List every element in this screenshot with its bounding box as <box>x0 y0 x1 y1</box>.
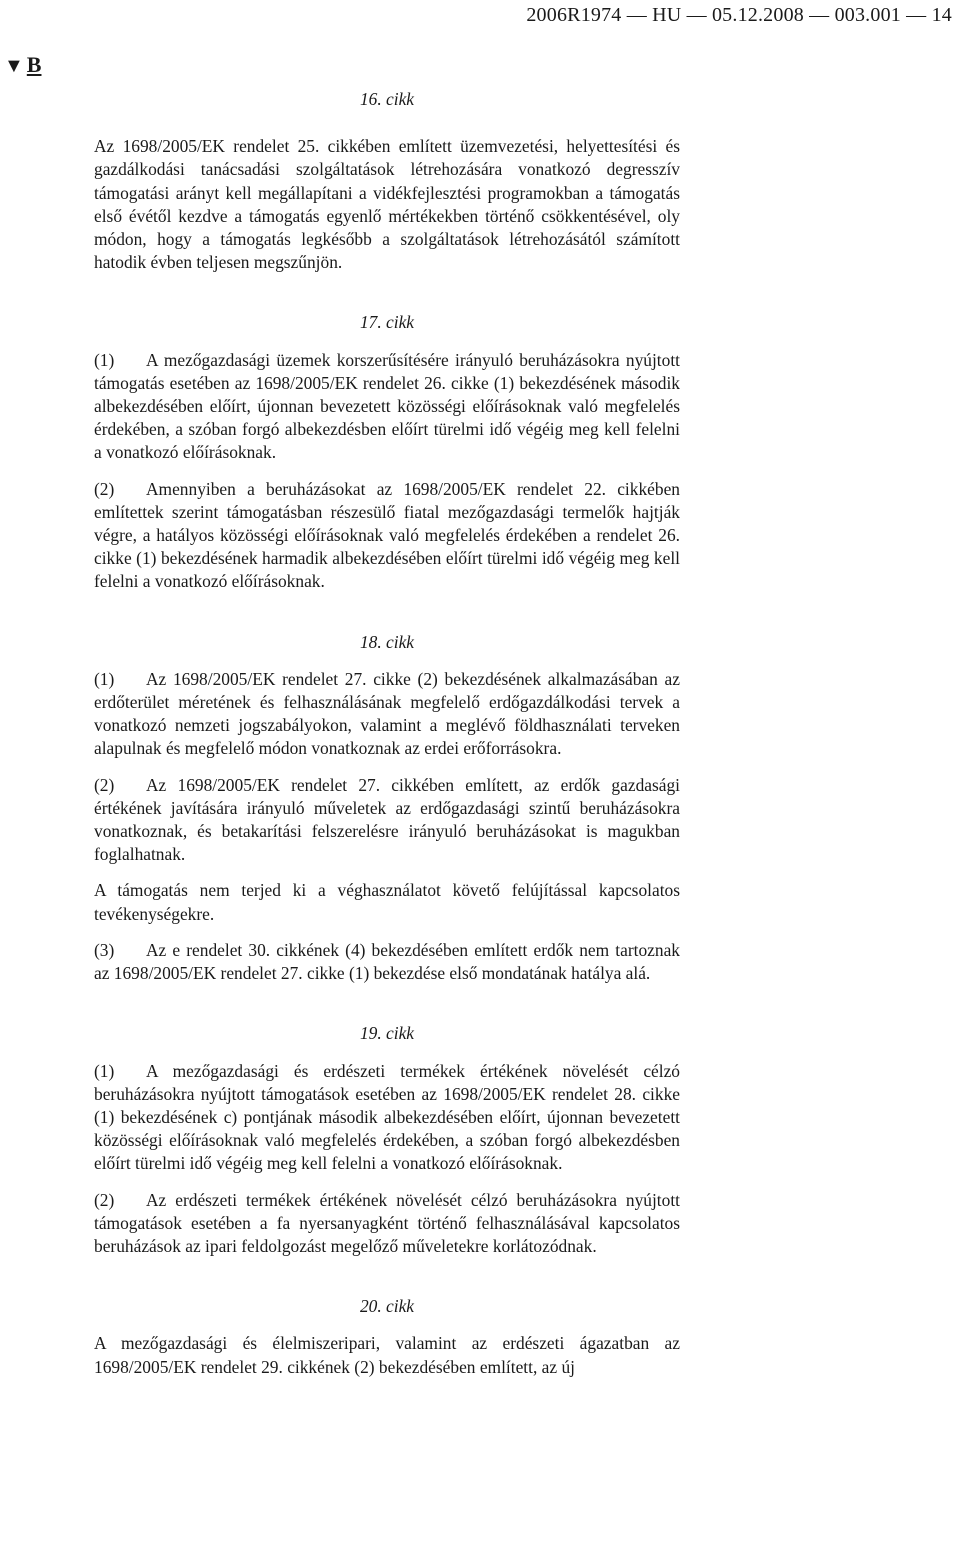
article-16 <box>94 88 680 274</box>
article-title: 19. cikk <box>359 1023 415 1044</box>
article-paragraph <box>94 668 680 761</box>
article-paragraph: A támogatás nem terjed ki a véghasználatot követő felújítással kapcsolatos tevékenységekre. <box>94 880 680 924</box>
article-paragraph <box>94 939 680 985</box>
triangle-down-icon: ▼ <box>4 55 24 77</box>
article-paragraph <box>94 478 680 594</box>
paragraph-number: (2) <box>94 478 115 499</box>
paragraph-number: (2) <box>94 1189 115 1210</box>
article-title: 20. cikk <box>359 1296 415 1317</box>
amendment-marker-label: B <box>26 52 42 77</box>
paragraph-number: (2) <box>94 774 115 795</box>
paragraph-text: A mezőgazdasági üzemek korszerűsítésére irányuló beruházásokra nyújtott támogatás esetében az 1698/2005/EK rendelet 26. cikke (1) bekezdésének második albekezdésében előírt, újonnan bevezetett közösségi előírásoknak való megfelelés érdekében, a szóban forgó albekezdésben előírt türelmi idő végéig meg kell felelni a vonatkozó előírásoknak. <box>94 349 680 463</box>
paragraph-text: A mezőgazdasági és erdészeti termékek értékének növelését célzó beruházásokra nyújtott támogatások esetében az 1698/2005/EK rendelet 28. cikke (1) bekezdésének c) pontjának második albekezdésében előírt, újonnan bevezetett közösségi előírásoknak való megfelelés érdekében, a szóban forgó albekezdésben előírt türelmi idő végéig meg kell felelni a vonatkozó előírásoknak. <box>94 1060 680 1174</box>
article-paragraph <box>94 1060 680 1176</box>
paragraph-number: (3) <box>94 939 115 960</box>
article-title: 16. cikk <box>359 89 415 109</box>
running-header: 2006R1974 — HU — 05.12.2008 — 003.001 — 14 <box>526 4 952 26</box>
paragraph-text: Az e rendelet 30. cikkének (4) bekezdésében említett erdők nem tartoznak az 1698/2005/EK rendelet 27. cikke (1) bekezdése első mondatának hatálya alá. <box>94 939 680 984</box>
article-17 <box>94 311 680 593</box>
paragraph-number: (1) <box>94 1060 115 1081</box>
article-18 <box>94 631 680 986</box>
document-body <box>94 88 680 1379</box>
article-title: 18. cikk <box>359 631 415 652</box>
paragraph-text: Az erdészeti termékek értékének növelését célzó beruházásokra nyújtott támogatások esetében a fa nyersanyagként történő felhasználásával kapcsolatos beruházások az ipari feldolgozást megelőző műveletekre korlátozódnak. <box>94 1189 680 1256</box>
article-19 <box>94 1022 680 1258</box>
article-20 <box>94 1295 680 1379</box>
paragraph-text: Amennyiben a beruházásokat az 1698/2005/EK rendelet 22. cikkében említettek szerint támogatásban részesülő fiatal mezőgazdasági termelők hajtják végre, a hatályos közösségi előírásoknak való megfelelés érdekében a rendelet 26. cikke (1) bekezdésének harmadik albekezdésében előírt türelmi idő végéig meg kell felelni a vonatkozó előírásoknak. <box>94 478 680 592</box>
article-paragraph <box>94 1189 680 1259</box>
paragraph-number: (1) <box>94 349 115 370</box>
article-title: 17. cikk <box>359 312 415 333</box>
article-paragraph <box>94 349 680 465</box>
article-paragraph <box>94 774 680 867</box>
paragraph-text: Az 1698/2005/EK rendelet 27. cikkében említett, az erdők gazdasági értékének javítására irányuló műveletek az erdőgazdasági szintű beruházásokra vonatkoznak, és betakarítási felszerelésre irányuló beruházásokat is magukban foglalhatnak. <box>94 774 680 865</box>
paragraph-number: (1) <box>94 668 115 689</box>
article-paragraph: Az 1698/2005/EK rendelet 25. cikkében említett üzemvezetési, helyettesítési és gazdálkodási tanácsadási szolgáltatások létrehozására vonatkozó degresszív támogatási arányt kell megállapítani a vidékfejlesztési programokban a támogatás első évétől kezdve a támogatás egyenlő mértékekben történő csökkentésével, oly módon, hogy a támogatás legkésőbb a szolgáltatások létrehozásától számított hatodik évben teljesen megszűnjön. <box>94 136 680 273</box>
amendment-marker <box>4 52 41 78</box>
paragraph-text: Az 1698/2005/EK rendelet 27. cikke (2) bekezdésének alkalmazásában az erdőterület méretének és felhasználásának megfelelő erdőgazdálkodási tervek a vonatkozó nemzeti jogszabályokon, valamint a meglévő földhasználati terveken alapulnak és megfelelő módon vonatkoznak az erdei erőforrásokra. <box>94 668 680 759</box>
article-paragraph: A mezőgazdasági és élelmiszeripari, valamint az erdészeti ágazatban az 1698/2005/EK rendelet 29. cikkének (2) bekezdésében említett, az új <box>94 1333 680 1377</box>
